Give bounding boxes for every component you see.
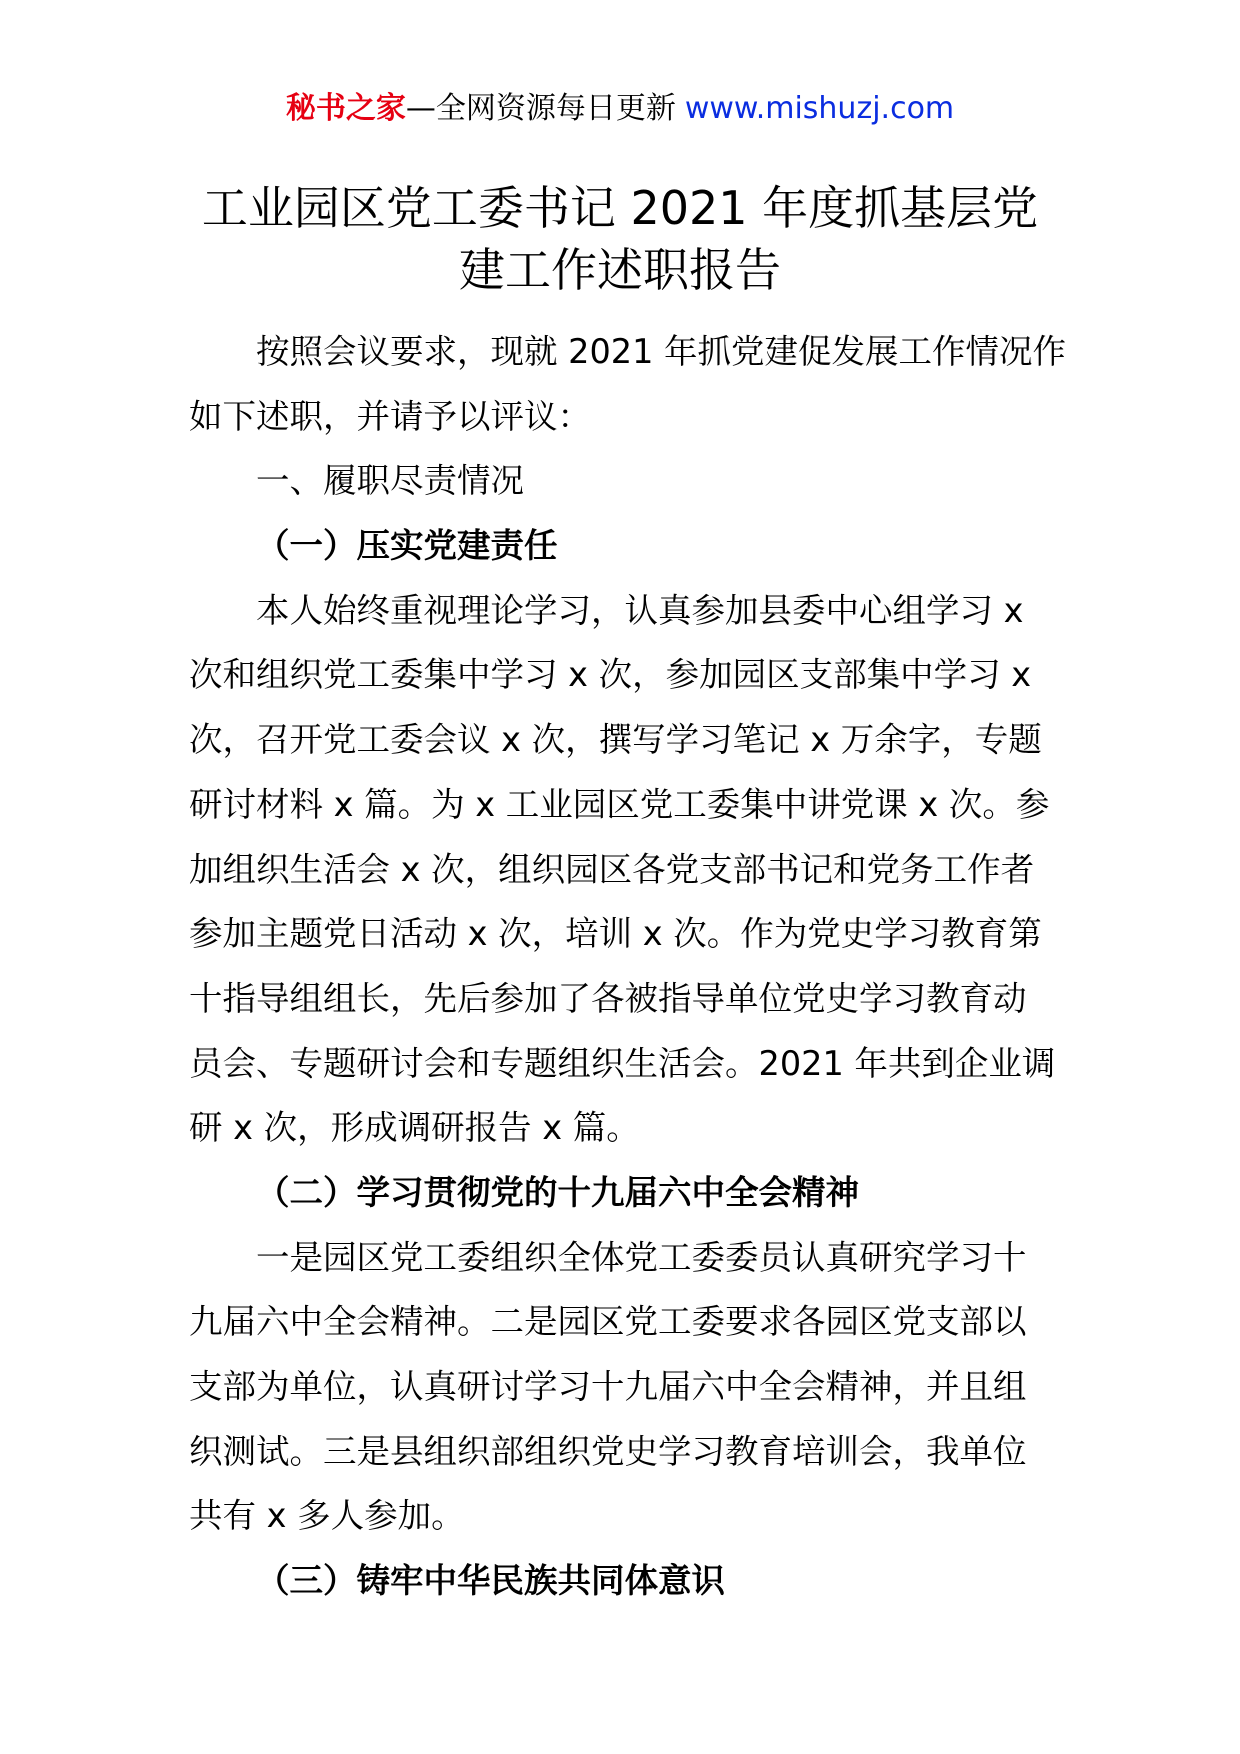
intro-line: 如下述职，并请予以评议： <box>189 396 591 436</box>
paragraph-line: 一是园区党工委组织全体党工委委员认真研究学习十 <box>256 1237 1027 1277</box>
paragraph-line: 参加主题党日活动 x 次，培训 x 次。作为党史学习教育第 <box>189 914 1042 954</box>
subsection-heading: （二）学习贯彻党的十九届六中全会精神 <box>256 1172 859 1212</box>
header-brand: 秘书之家 <box>285 91 406 126</box>
document-title <box>0 177 1240 301</box>
document-body <box>189 320 1069 1614</box>
subsection-heading: （一）压实党建责任 <box>256 526 558 566</box>
header-tagline: —全网资源每日更新 <box>405 91 676 126</box>
subsection-heading: （三）铸牢中华民族共同体意识 <box>256 1561 725 1601</box>
paragraph-line: 员会、专题研讨会和专题组织生活会。2021 年共到企业调 <box>189 1043 1056 1083</box>
paragraph-line: 十指导组组长，先后参加了各被指导单位党史学习教育动 <box>189 978 1027 1018</box>
header-url: www.mishuzj.com <box>684 91 955 126</box>
paragraph-line: 本人始终重视理论学习，认真参加县委中心组学习 x <box>256 590 1024 630</box>
document-header <box>0 89 1240 129</box>
paragraph-line: 次和组织党工委集中学习 x 次，参加园区支部集中学习 x <box>189 655 1032 695</box>
section-heading: 一、履职尽责情况 <box>256 461 524 501</box>
intro-line: 按照会议要求，现就 2021 年抓党建促发展工作情况作 <box>256 332 1067 371</box>
paragraph-line: 研 x 次，形成调研报告 x 篇。 <box>189 1108 640 1148</box>
paragraph-line: 研讨材料 x 篇。为 x 工业园区党工委集中讲党课 x 次。参 <box>189 784 1050 824</box>
paragraph-line: 九届六中全会精神。二是园区党工委要求各园区党支部以 <box>189 1302 1027 1342</box>
paragraph-line: 织测试。三是县组织部组织党史学习教育培训会，我单位 <box>189 1431 1027 1471</box>
paragraph-line: 共有 x 多人参加。 <box>189 1496 465 1536</box>
title-line: 建工作述职报告 <box>459 243 781 297</box>
paragraph-line: 支部为单位，认真研讨学习十九届六中全会精神，并且组 <box>189 1367 1027 1406</box>
paragraph-line: 加组织生活会 x 次，组织园区各党支部书记和党务工作者 <box>189 849 1035 889</box>
paragraph-line: 次，召开党工委会议 x 次，撰写学习笔记 x 万余字，专题 <box>189 720 1042 760</box>
title-line: 工业园区党工委书记 2021 年度抓基层党 <box>201 181 1039 235</box>
